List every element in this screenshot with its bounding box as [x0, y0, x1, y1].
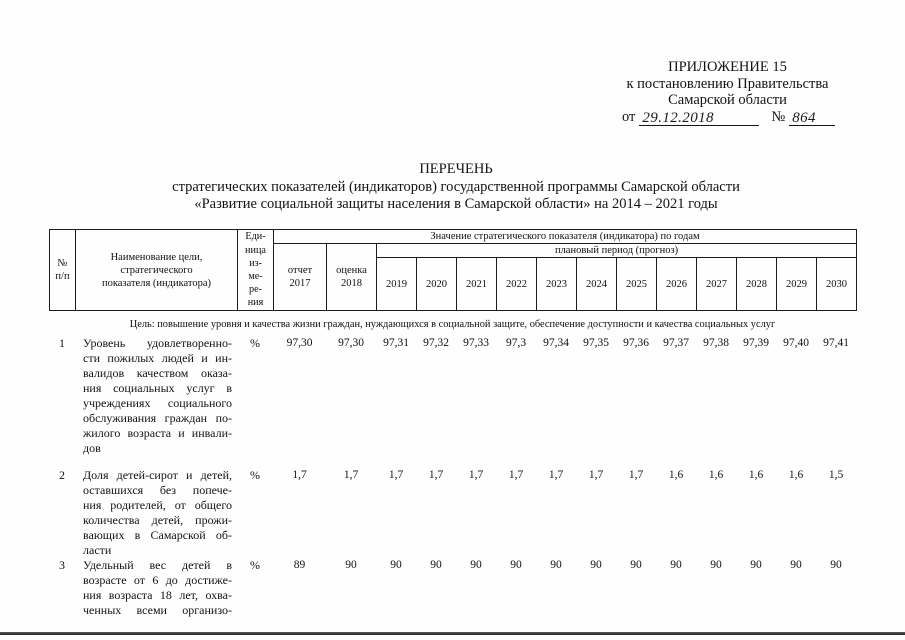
indicator-name: Доля детей-сирот и детей, оставшихся без попече- ния родителей, от общего количества детей, прожи- вающих в Самарской об- ласти	[83, 467, 232, 557]
value-2023: 1,7	[548, 468, 564, 481]
document-title	[10, 161, 902, 214]
value-2019: 1,7	[388, 468, 404, 481]
value-2030: 97,41	[823, 336, 849, 349]
value-2027: 90	[710, 558, 722, 571]
header-values-group: Значение стратегического показателя (индикатора) по годам	[274, 230, 857, 244]
row-unit: %	[250, 557, 260, 572]
value-2028: 90	[750, 558, 762, 571]
header-year: 2023	[537, 258, 577, 311]
header-year: 2022	[497, 258, 537, 311]
table-row	[49, 558, 856, 624]
value-2027: 1,6	[708, 468, 724, 481]
header-year: 2027	[697, 258, 737, 311]
appendix-date-line	[615, 109, 840, 126]
row-number: 3	[59, 557, 65, 572]
value-2030: 90	[830, 558, 842, 571]
header-year: 2026	[657, 258, 697, 311]
indicator-table-header	[49, 229, 857, 311]
value-2025: 1,7	[628, 468, 644, 481]
value-2028: 1,6	[748, 468, 764, 481]
scan-edge	[0, 632, 905, 635]
table-row	[49, 468, 856, 558]
value-2019: 90	[390, 558, 402, 571]
value-2021: 1,7	[468, 468, 484, 481]
indicator-name: Уровень удовлетворенно- сти пожилых людей и ин- валидов качеством оказа- ния социальных услуг в учреждениях социального обслуживания граждан по- жилого возраста и инвали- дов	[83, 335, 232, 455]
handwritten-number: 864	[789, 111, 835, 126]
header-year: 2024	[577, 258, 617, 311]
title-line-1: стратегических показателей (индикаторов) государственной программы Самарской области	[172, 178, 740, 195]
goal-row: Цель: повышение уровня и качества жизни граждан, нуждающихся в социальной защите, обеспечение доступности и качества социальных услуг	[129, 319, 776, 330]
value-2027: 97,38	[703, 336, 729, 349]
value-2021: 97,33	[463, 336, 489, 349]
appendix-block	[615, 59, 840, 126]
row-number: 1	[59, 335, 65, 350]
header-year: 2030	[817, 258, 857, 311]
header-year: 2028	[737, 258, 777, 311]
header-report-2017: отчет 2017	[274, 244, 327, 311]
value-2017: 89	[293, 558, 306, 571]
indicator-name: Удельный вес детей в возрасте от 6 до достиже- ния возраста 18 лет, охва- ченных всеми организо-	[83, 557, 232, 617]
value-2025: 97,36	[623, 336, 649, 349]
header-name: Наименование цели, стратегического показателя (индикатора)	[76, 230, 238, 311]
header-year: 2025	[617, 258, 657, 311]
date-prefix: от	[622, 109, 636, 126]
value-2022: 1,7	[508, 468, 524, 481]
value-2023: 90	[550, 558, 562, 571]
value-2022: 97,3	[505, 336, 527, 349]
header-year: 2019	[377, 258, 417, 311]
value-2029: 1,6	[788, 468, 804, 481]
value-2018: 97,30	[338, 336, 364, 349]
value-2030: 1,5	[828, 468, 844, 481]
appendix-line-1: к постановлению Правительства	[626, 75, 829, 92]
value-2020: 1,7	[428, 468, 444, 481]
header-unit: Еди- ница из- ме- ре- ния	[238, 230, 274, 311]
value-2026: 97,37	[663, 336, 689, 349]
value-2026: 1,6	[668, 468, 684, 481]
table-row	[49, 336, 856, 468]
header-number: № п/п	[50, 230, 76, 311]
header-year: 2029	[777, 258, 817, 311]
value-2026: 90	[670, 558, 682, 571]
value-2029: 97,40	[783, 336, 809, 349]
value-2017: 1,7	[292, 468, 307, 481]
value-2018: 1,7	[343, 468, 359, 481]
value-2025: 90	[630, 558, 642, 571]
number-prefix: №	[771, 109, 786, 126]
value-2020: 97,32	[423, 336, 449, 349]
header-plan-group: плановый период (прогноз)	[377, 244, 857, 258]
value-2024: 97,35	[583, 336, 609, 349]
value-2021: 90	[470, 558, 482, 571]
title-line-2: «Развитие социальной защиты населения в Самарской области» на 2014 – 2021 годы	[194, 196, 718, 213]
value-2023: 97,34	[543, 336, 569, 349]
indicator-table-body	[49, 311, 856, 624]
handwritten-date: 29.12.2018	[639, 111, 759, 126]
row-unit: %	[250, 335, 260, 350]
title-heading: ПЕРЕЧЕНЬ	[419, 161, 493, 177]
header-year: 2021	[457, 258, 497, 311]
value-2017: 97,30	[286, 336, 313, 349]
value-2024: 1,7	[588, 468, 604, 481]
value-2018: 90	[345, 558, 357, 571]
value-2024: 90	[590, 558, 602, 571]
value-2029: 90	[790, 558, 802, 571]
appendix-title: ПРИЛОЖЕНИЕ 15	[668, 59, 787, 75]
appendix-line-2: Самарской области	[668, 92, 787, 109]
value-2022: 90	[510, 558, 522, 571]
value-2028: 97,39	[743, 336, 769, 349]
row-number: 2	[59, 467, 65, 482]
header-estimate-2018: оценка 2018	[327, 244, 377, 311]
header-year: 2020	[417, 258, 457, 311]
row-unit: %	[250, 467, 260, 482]
value-2019: 97,31	[383, 336, 409, 349]
value-2020: 90	[430, 558, 442, 571]
